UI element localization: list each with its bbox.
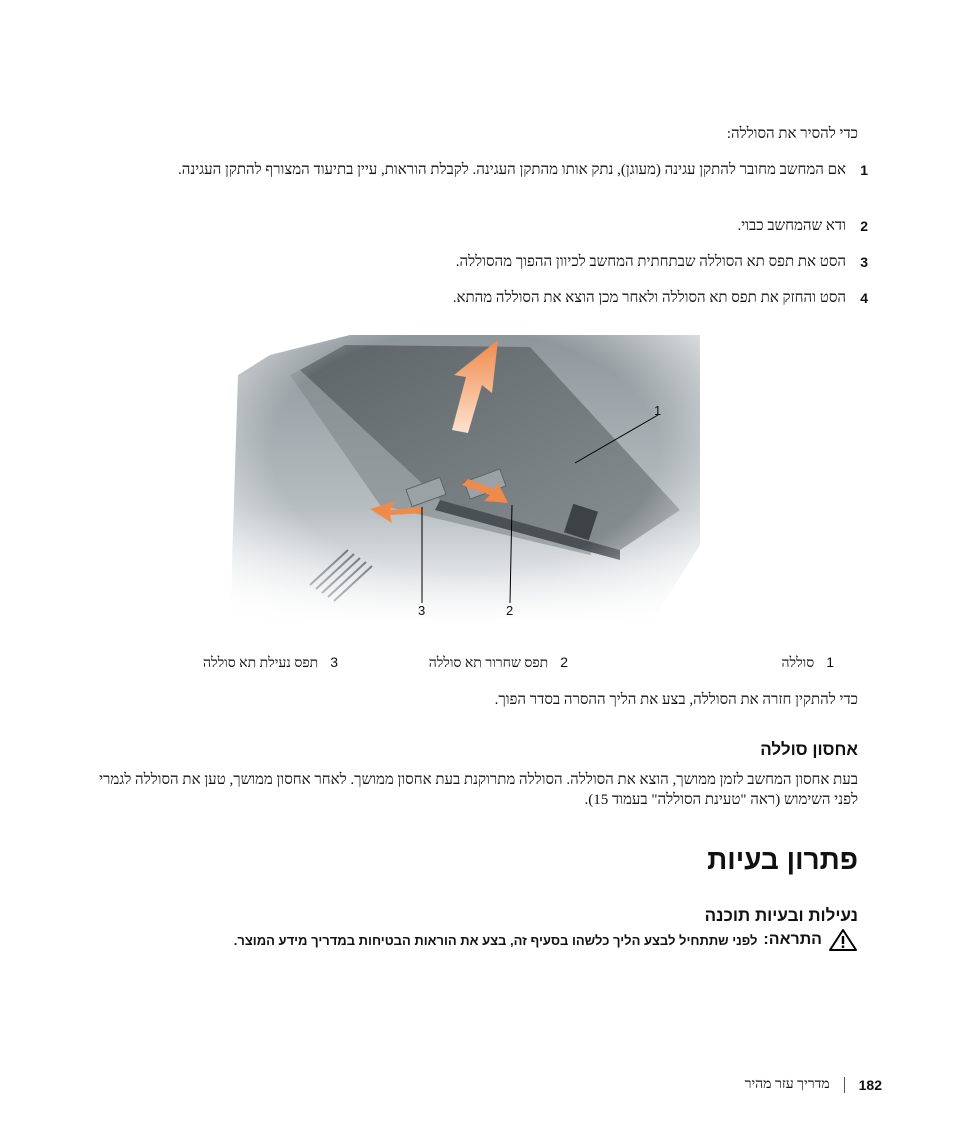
step-text: אם המחשב מחובר להתקן עגינה (מעוגן), נתק אותו מהתקן העגינה. לקבלת הוראות, עיין בתיעוד המצורף להתקן העגינה. [177, 162, 846, 178]
intro-text: כדי להסיר את הסוללה: [726, 126, 858, 142]
step-text: הסט את תפס תא הסוללה שבתחתית המחשב לכיוון ההפוך מהסוללה. [455, 254, 846, 270]
reinstall-text: כדי להתקין חזרה את הסוללה, בצע את הליך ההסרה בסדר הפוך. [494, 692, 858, 708]
step-number: 1 [860, 162, 868, 178]
battery-removal-figure [230, 335, 700, 625]
storage-text: בעת אחסון המחשב לזמן ממושך, הוצא את הסוללה. הסוללה מתרוקנת בעת אחסון ממושך. לאחר אחסון ממושך, טען את הסוללה לגמרי לפני השימוש (ראה "טעינת הסוללה" בעמוד 15). [99, 772, 858, 808]
page-footer [745, 1077, 882, 1093]
callout-1-label: 1 [654, 403, 662, 418]
step-number: 4 [860, 290, 868, 306]
caution-notice [234, 928, 858, 952]
warning-triangle-icon [828, 928, 858, 952]
legend-label: תפס שחרור תא סוללה [428, 656, 549, 671]
legend-item-3 [203, 654, 338, 672]
step-number: 2 [860, 218, 868, 234]
legend-label: תפס נעילת תא סוללה [202, 656, 319, 671]
legend-number: 1 [826, 654, 834, 670]
callout-3-label: 3 [418, 603, 426, 618]
step-3 [86, 252, 868, 272]
legend-item-1 [782, 654, 835, 672]
step-2 [86, 216, 868, 236]
storage-heading: אחסון סוללה [760, 740, 858, 759]
troubleshooting-heading: פתרון בעיות [707, 844, 858, 875]
troubleshooting-subheading: נעילות ובעיות תוכנה [704, 906, 858, 925]
callout-2-label: 2 [506, 603, 514, 618]
step-1 [86, 160, 868, 180]
legend-label: סוללה [781, 656, 815, 671]
caution-label: התראה: [763, 931, 822, 948]
step-text: ודא שהמחשב כבוי. [737, 218, 846, 234]
step-4 [86, 288, 868, 308]
legend-number: 2 [560, 654, 568, 670]
page-number: 182 [858, 1077, 882, 1093]
caution-text: לפני שתתחיל לבצע הליך כלשהו בסעיף זה, בצע את הוראות הבטיחות במדריך מידע המוצר. [233, 932, 758, 948]
legend-number: 3 [330, 654, 338, 670]
legend-item-2 [429, 654, 568, 672]
battery-illustration [230, 335, 700, 625]
step-text: הסט והחזק את תפס תא הסוללה ולאחר מכן הוצא את הסוללה מהתא. [452, 290, 846, 306]
step-number: 3 [860, 254, 868, 270]
footer-separator [844, 1077, 845, 1093]
footer-title: מדריך עזר מהיר [744, 1077, 830, 1092]
